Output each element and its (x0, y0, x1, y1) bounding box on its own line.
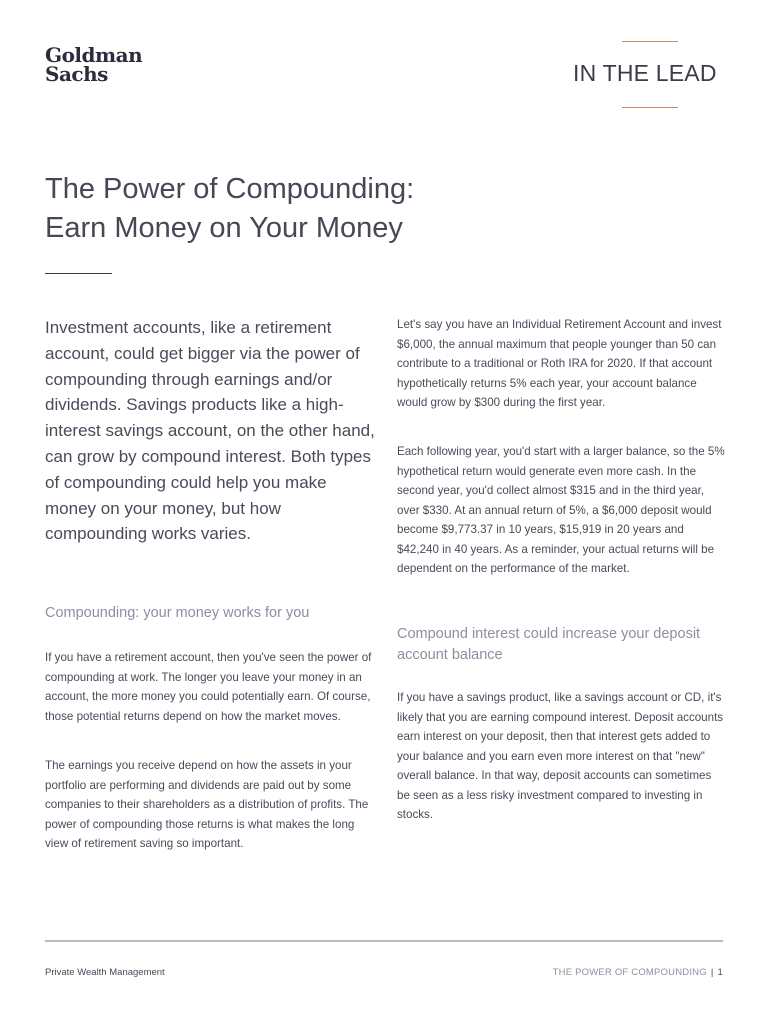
title-line-1: The Power of Compounding: (45, 173, 415, 205)
footer-division: Private Wealth Management (45, 967, 165, 978)
title-line-2: Earn Money on Your Money (45, 212, 403, 244)
right-paragraph-2: Each following year, you'd start with a larger balance, so the 5% hypothetical return would generate even more cash. In the second year, you'd collect almost $315 and in the third year, over $330. At an annual return of 5%, a $6,000 deposit would become $9,773.37 in 10 years, $15,919 in 20 years and $42,240 in 40 years. As a reminder, your actual returns will be dependent on the performance of the market. (397, 445, 725, 575)
title-divider (45, 273, 112, 274)
left-paragraph-1: If you have a retirement account, then you've seen the power of compounding at work. The longer you leave your money in an account, the more money you could potentially earn. Of course, those potential returns depend on how the market moves. (45, 651, 372, 723)
logo-line-1: Goldman (45, 43, 143, 67)
series-rule-top (622, 41, 678, 42)
right-paragraph-1: Let's say you have an Individual Retirement Account and invest $6,000, the annual maximum that people younger than 50 can contribute to a traditional or Roth IRA for 2020. If that account hypothetically returns 5% each year, your account balance would grow by $300 during the first year. (397, 318, 722, 409)
footer-running-title (553, 967, 723, 978)
right-paragraph-3: If you have a savings product, like a savings account or CD, it's likely that you are earning compound interest. Deposit accounts earn interest on your deposit, then that interest gets added to your balance and you earn even more interest on that "new" overall balance. In that way, deposit accounts can sometimes be seen as a less risky investment compared to investing in stocks. (397, 691, 724, 821)
goldman-sachs-logo (45, 43, 143, 86)
footer-divider (45, 940, 723, 942)
series-rule-bottom (622, 107, 678, 108)
intro-lede: Investment accounts, like a retirement account, could get bigger via the power of compounding through earnings and/or dividends. Savings products like a high-interest savings account, on the other hand, can grow by compound interest. Both types of compounding could help you make money on your money, but how compounding works varies. (45, 318, 375, 544)
series-label: IN THE LEAD (573, 60, 717, 86)
subhead-compound-interest: Compound interest could increase your deposit account balance (397, 626, 701, 663)
page-title (45, 170, 645, 248)
footer-title: THE POWER OF COMPOUNDING (552, 967, 707, 978)
page-number: 1 (717, 967, 723, 978)
subhead-compounding: Compounding: your money works for you (45, 605, 310, 621)
footer-separator: | (710, 967, 714, 978)
left-paragraph-2: The earnings you receive depend on how the assets in your portfolio are performing and dividends are paid out by some companies to their shareholders as a distribution of profits. The power of compounding those returns is what makes the long view of retirement saving so important. (45, 759, 369, 850)
logo-line-2: Sachs (45, 62, 108, 86)
